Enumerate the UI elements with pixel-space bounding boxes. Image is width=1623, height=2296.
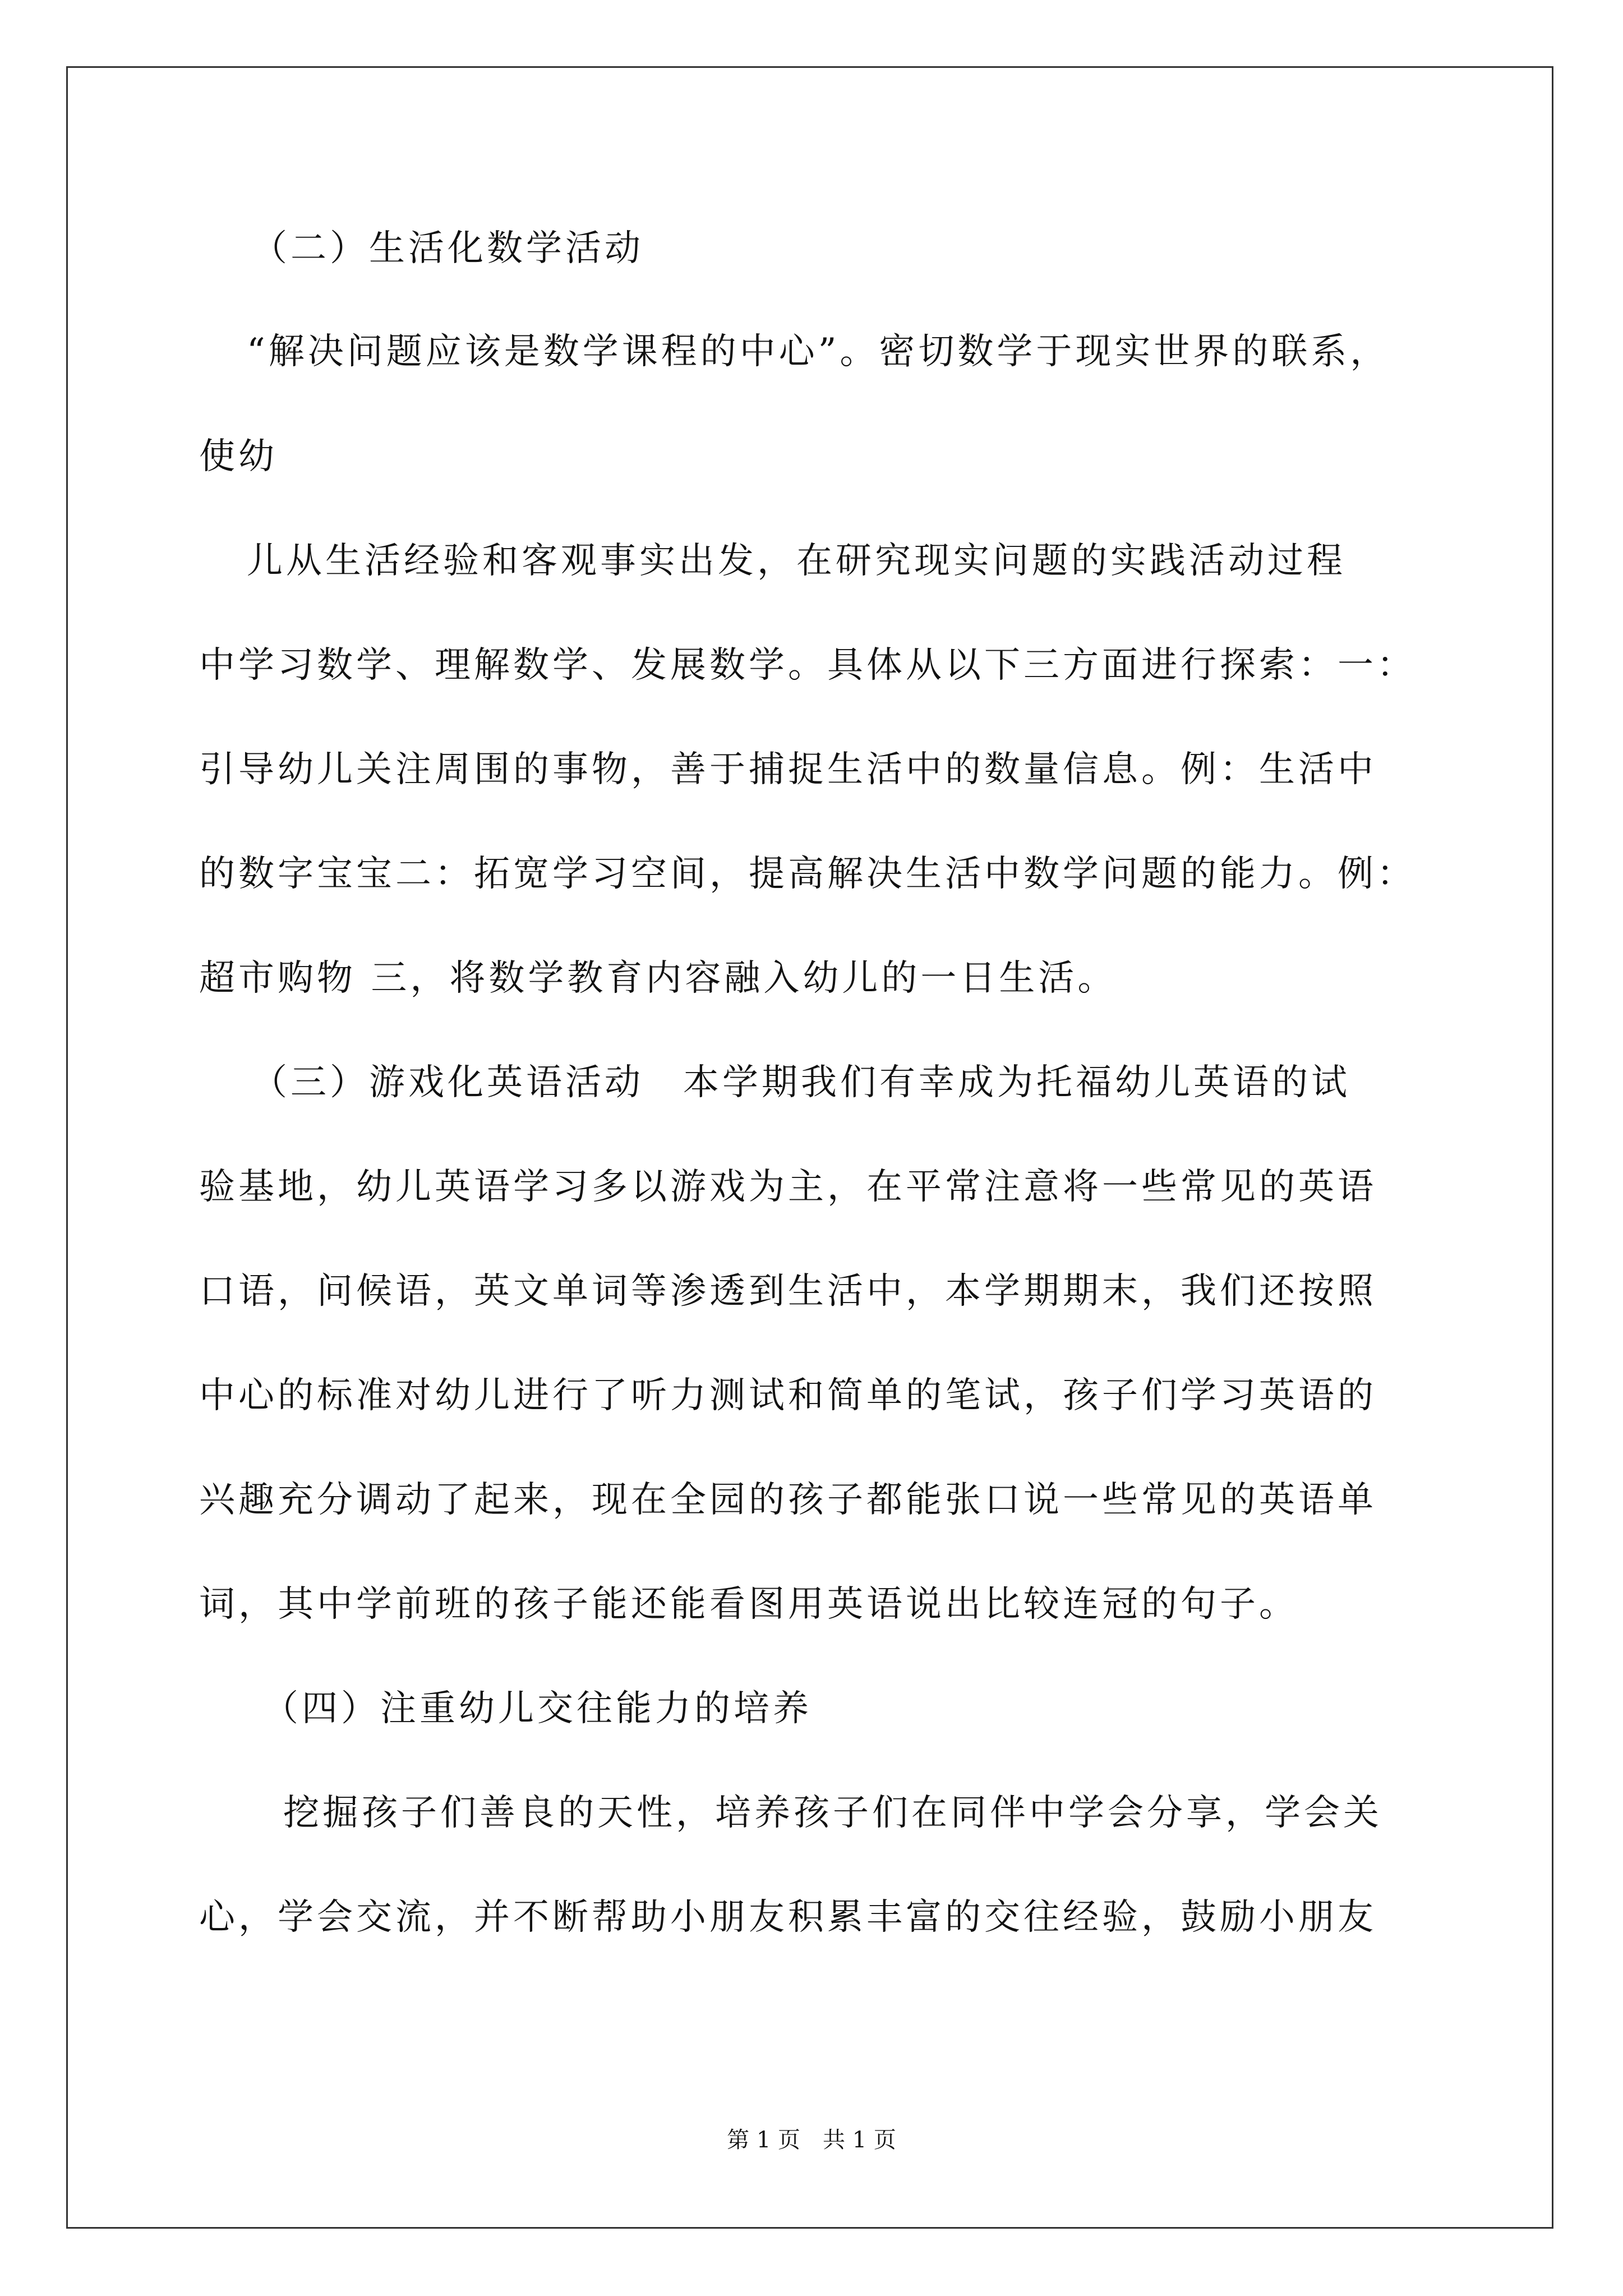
page-footer: 第 1 页 共 1 页: [727, 2127, 896, 2153]
paragraph-line: 兴趣充分调动了起来，现在全园的孩子都能张口说一些常见的英语单: [199, 1479, 1377, 1521]
paragraph-line: 儿从生活经验和客观事实出发，在研究现实问题的实践活动过程: [247, 540, 1346, 582]
paragraph-line: 词，其中学前班的孩子能还能看图用英语说出比较连冠的句子。: [199, 1584, 1298, 1625]
heading-section-2: （二）生活化数学活动: [251, 228, 644, 269]
heading-section-3: （三）游戏化英语活动 本学期我们有幸成为托福幼儿英语的试: [251, 1062, 1350, 1103]
paragraph-line: 中学习数学、理解数学、发展数学。具体从以下三方面进行探索：一：: [199, 645, 1416, 686]
paragraph-line: 引导幼儿关注周围的事物，善于捕捉生活中的数量信息。例：生活中: [199, 749, 1377, 790]
paragraph-line: 验基地，幼儿英语学习多以游戏为主，在平常注意将一些常见的英语: [199, 1166, 1377, 1208]
paragraph-line: 心，学会交流，并不断帮助小朋友积累丰富的交往经验，鼓励小朋友: [199, 1897, 1377, 1938]
heading-section-4: （四）注重幼儿交往能力的培养: [262, 1688, 812, 1729]
paragraph-line: 使幼: [199, 436, 278, 477]
paragraph-line: 超市购物 三，将数学教育内容融入幼儿的一日生活。: [199, 958, 1117, 999]
paragraph-line: 口语，问候语，英文单词等渗透到生活中，本学期期末，我们还按照: [199, 1271, 1377, 1312]
paragraph-line: 挖掘孩子们善良的天性，培养孩子们在同伴中学会分享，学会关: [283, 1792, 1382, 1834]
paragraph-line: “解决问题应该是数学课程的中心”。密切数学于现实世界的联系，: [247, 331, 1390, 372]
paragraph-line: 中心的标准对幼儿进行了听力测试和简单的笔试，孩子们学习英语的: [199, 1375, 1377, 1416]
paragraph-line: 的数字宝宝二：拓宽学习空间，提高解决生活中数学问题的能力。例：: [199, 853, 1416, 895]
